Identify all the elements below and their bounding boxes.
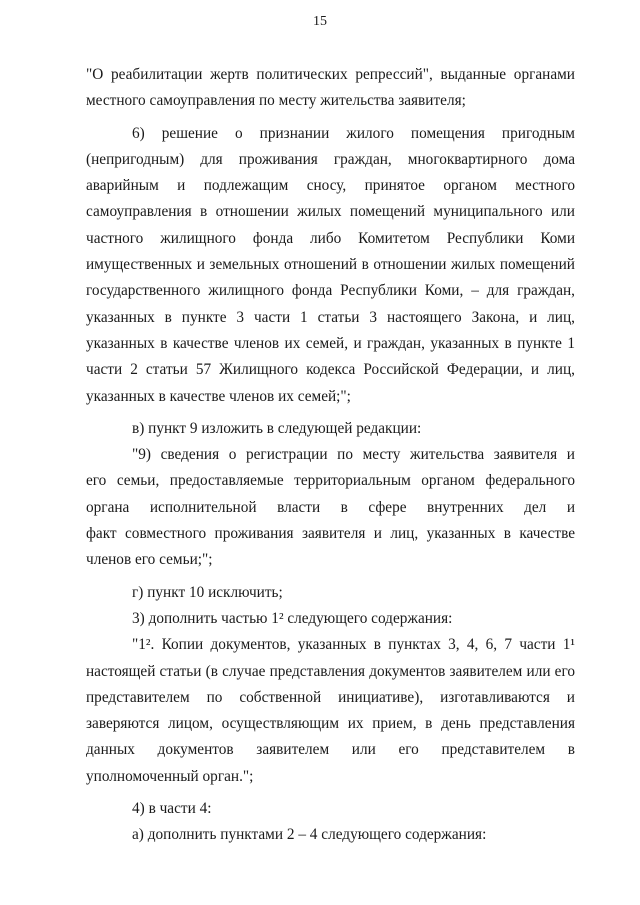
text-line: 4) в части 4: xyxy=(132,800,212,818)
text-line: (непригодным) для проживания граждан, многоквартирного дома xyxy=(86,150,575,168)
text-line: 6) решение о признании жилого помещения пригодным xyxy=(132,124,575,142)
text-line: заверяются лицом, осуществляющим их прием, в день представления xyxy=(86,715,575,733)
text-line: аварийным и подлежащим сносу, принятое органом местного xyxy=(86,177,575,195)
text-line: "О реабилитации жертв политических репрессий", выданные органами xyxy=(86,66,575,83)
text-line: его семьи, предоставляемые территориальным органом федерального xyxy=(86,472,575,490)
text-line: указанных в качестве членов их семей, и граждан, указанных в пункте 1 xyxy=(86,334,575,352)
text-line: в) пункт 9 изложить в следующей редакции: xyxy=(132,419,422,437)
text-line: уполномоченный орган."; xyxy=(86,767,254,785)
text-line: имущественных и земельных отношений в отношении жилых помещений xyxy=(86,256,575,274)
text-line: членов его семьи;"; xyxy=(86,551,213,569)
text-line: самоуправления в отношении жилых помещений муниципального или xyxy=(86,203,575,221)
text-line: настоящей статьи (в случае представления документов заявителем или его xyxy=(86,662,575,680)
text-line: а) дополнить пунктами 2 – 4 следующего содержания: xyxy=(132,826,487,844)
text-line: местного самоуправления по месту жительства заявителя; xyxy=(86,92,466,110)
text-line: частного жилищного фонда либо Комитетом Республики Коми xyxy=(86,229,575,247)
document-body xyxy=(86,62,575,849)
text-line: 3) дополнить частью 1² следующего содержания: xyxy=(132,609,453,627)
text-line: г) пункт 10 исключить; xyxy=(132,583,283,601)
text-line: данных документов заявителем или его представителем в xyxy=(86,741,575,759)
text-line: государственного жилищного фонда Республики Коми, – для граждан, xyxy=(86,282,575,300)
text-line: части 2 статьи 57 Жилищного кодекса Российской Федерации, и лиц, xyxy=(86,361,575,379)
text-line: "1². Копии документов, указанных в пунктах 3, 4, 6, 7 части 1¹ xyxy=(132,636,575,654)
text-line: представителем по собственной инициативе), изготавливаются и xyxy=(86,688,575,706)
text-line: указанных в пункте 3 части 1 статьи 3 настоящего Закона, и лиц, xyxy=(86,308,575,326)
text-line: органа исполнительной власти в сфере внутренних дел и xyxy=(86,498,575,516)
text-line: факт совместного проживания заявителя и лиц, указанных в качестве xyxy=(86,525,575,543)
text-line: указанных в качестве членов их семей;"; xyxy=(86,387,351,405)
page-number: 15 xyxy=(313,14,327,29)
text-line: "9) сведения о регистрации по месту жительства заявителя и xyxy=(132,446,575,464)
